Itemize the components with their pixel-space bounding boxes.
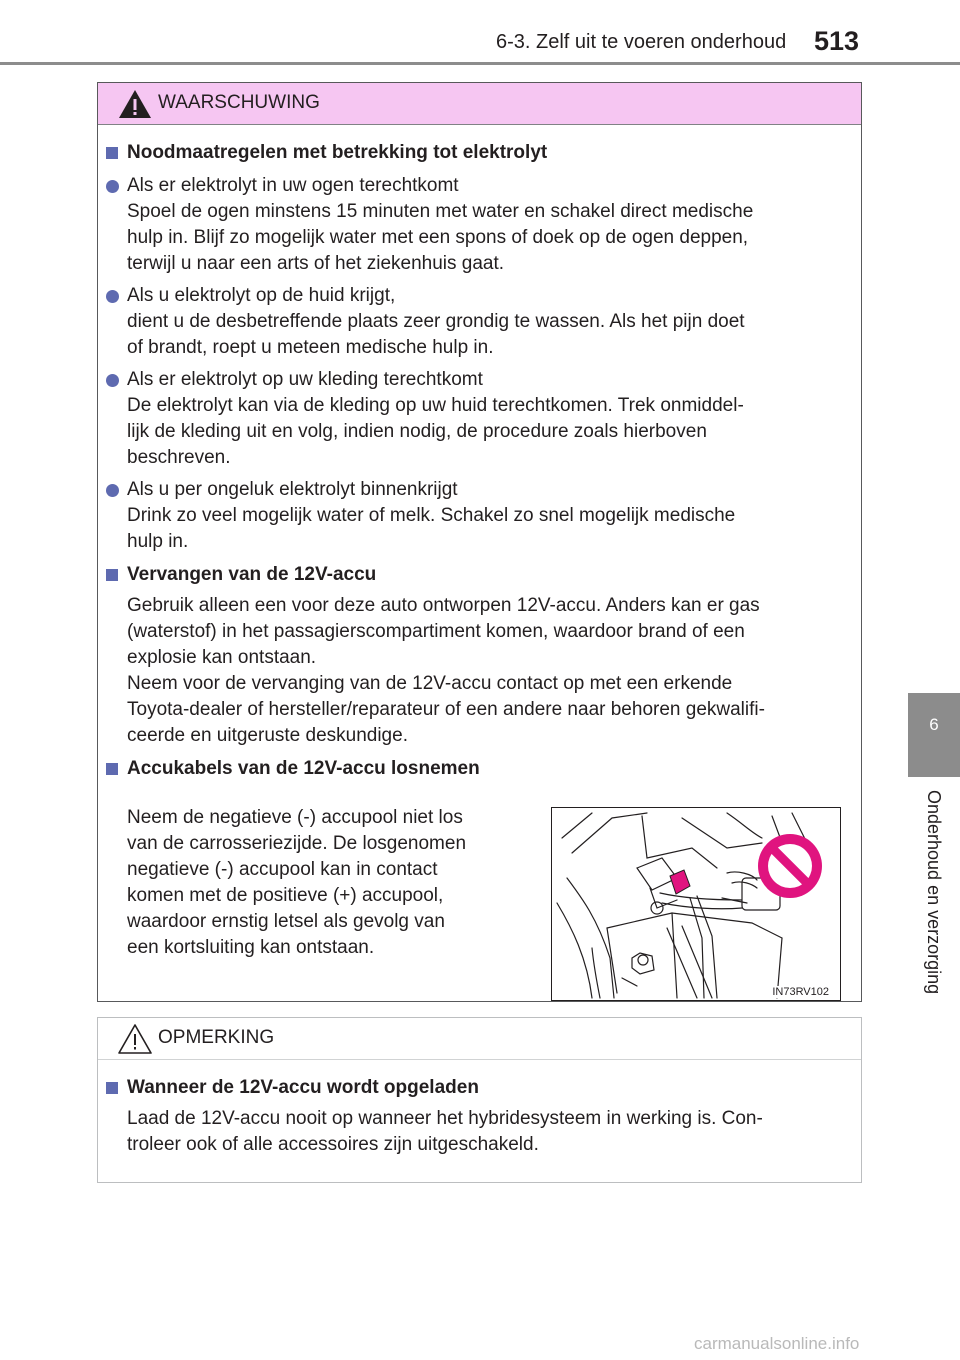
chapter-tab[interactable] bbox=[908, 693, 960, 777]
disconnect-cables-block bbox=[105, 791, 853, 1001]
warning-header bbox=[98, 83, 861, 125]
section-heading-electrolyte: Noodmaatregelen met betrekking tot elektrolyt bbox=[105, 139, 853, 167]
section-heading-charging: Wanneer de 12V-accu wordt opgeladen bbox=[105, 1074, 853, 1102]
note-content bbox=[98, 1060, 861, 1158]
square-bullet-icon bbox=[106, 763, 118, 775]
circle-bullet-icon bbox=[106, 374, 119, 387]
warning-triangle-icon bbox=[117, 88, 153, 120]
chapter-title: Onderhoud en verzorging bbox=[924, 790, 944, 995]
section-heading-disconnect-cables: Accukabels van de 12V-accu losnemen bbox=[105, 755, 853, 783]
warning-label: WAARSCHUWING bbox=[158, 92, 320, 113]
section-heading-replace-battery: Vervangen van de 12V-accu bbox=[105, 561, 853, 589]
note-header bbox=[98, 1018, 861, 1060]
list-item: Als er elektrolyt op uw kleding terechtkomt De elektrolyt kan via de kleding op uw huid terechtkomen. Trek onmiddel- lijk de kleding uit en volg, indien nodig, de procedure zoals hierboven beschreven. bbox=[105, 367, 853, 471]
prohibition-sign-icon bbox=[758, 834, 822, 898]
section-title: 6-3. Zelf uit te voeren onderhoud bbox=[496, 31, 787, 53]
square-bullet-icon bbox=[106, 569, 118, 581]
page-number: 513 bbox=[814, 26, 860, 56]
charging-text: Laad de 12V-accu nooit op wanneer het hybridesysteem in werking is. Con- troleer ook of alle accessoires zijn uitgeschakeld. bbox=[127, 1108, 763, 1155]
battery-illustration bbox=[551, 807, 841, 1001]
header-divider bbox=[0, 62, 960, 65]
chapter-number: 6 bbox=[929, 715, 939, 734]
circle-bullet-icon bbox=[106, 484, 119, 497]
list-item: Als er elektrolyt in uw ogen terechtkomt Spoel de ogen minstens 15 minuten met water en schakel direct medische hulp in. Blijf zo mogelijk water met een spons of doek op de ogen deppen, terwijl u naar een arts of het ziekenhuis gaat. bbox=[105, 173, 853, 277]
square-bullet-icon bbox=[106, 1082, 118, 1094]
warning-box bbox=[97, 82, 862, 1002]
watermark: carmanualsonline.info bbox=[694, 1334, 860, 1353]
list-item: Als u per ongeluk elektrolyt binnenkrijgt Drink zo veel mogelijk water of melk. Schakel zo snel mogelijk medische hulp in. bbox=[105, 477, 853, 555]
disconnect-cables-text: Neem de negatieve (-) accupool niet los van de carrosseriezijde. De losgenomen negatieve (-) accupool kan in contact komen met de positieve (+) accupool, waardoor ernstig letsel als gevolg van een kortsluiting kan ontstaan. bbox=[127, 807, 467, 958]
battery-drawing bbox=[552, 808, 841, 1001]
circle-bullet-icon bbox=[106, 290, 119, 303]
list-item: Als u elektrolyt op de huid krijgt, dient u de desbetreffende plaats zeer grondig te wassen. Als het pijn doet of brandt, roept u meteen medische hulp in. bbox=[105, 283, 853, 361]
figure-code: IN73RV102 bbox=[769, 986, 832, 998]
note-box bbox=[97, 1017, 862, 1183]
square-bullet-icon bbox=[106, 147, 118, 159]
replace-battery-text: Gebruik alleen een voor deze auto ontworpen 12V-accu. Anders kan er gas (waterstof) in het passagierscompartiment komen, waardoor brand of een explosie kan ontstaan. Neem voor de vervanging van de 12V-accu contact op met een erkende Toyota-dealer of hersteller/reparateur of een andere naar behoren gekwalifi- ceerde en uitgeruste deskundige. bbox=[127, 595, 765, 746]
warning-content bbox=[98, 125, 861, 1001]
circle-bullet-icon bbox=[106, 180, 119, 193]
note-label: OPMERKING bbox=[158, 1027, 275, 1048]
caution-triangle-icon bbox=[117, 1023, 153, 1055]
